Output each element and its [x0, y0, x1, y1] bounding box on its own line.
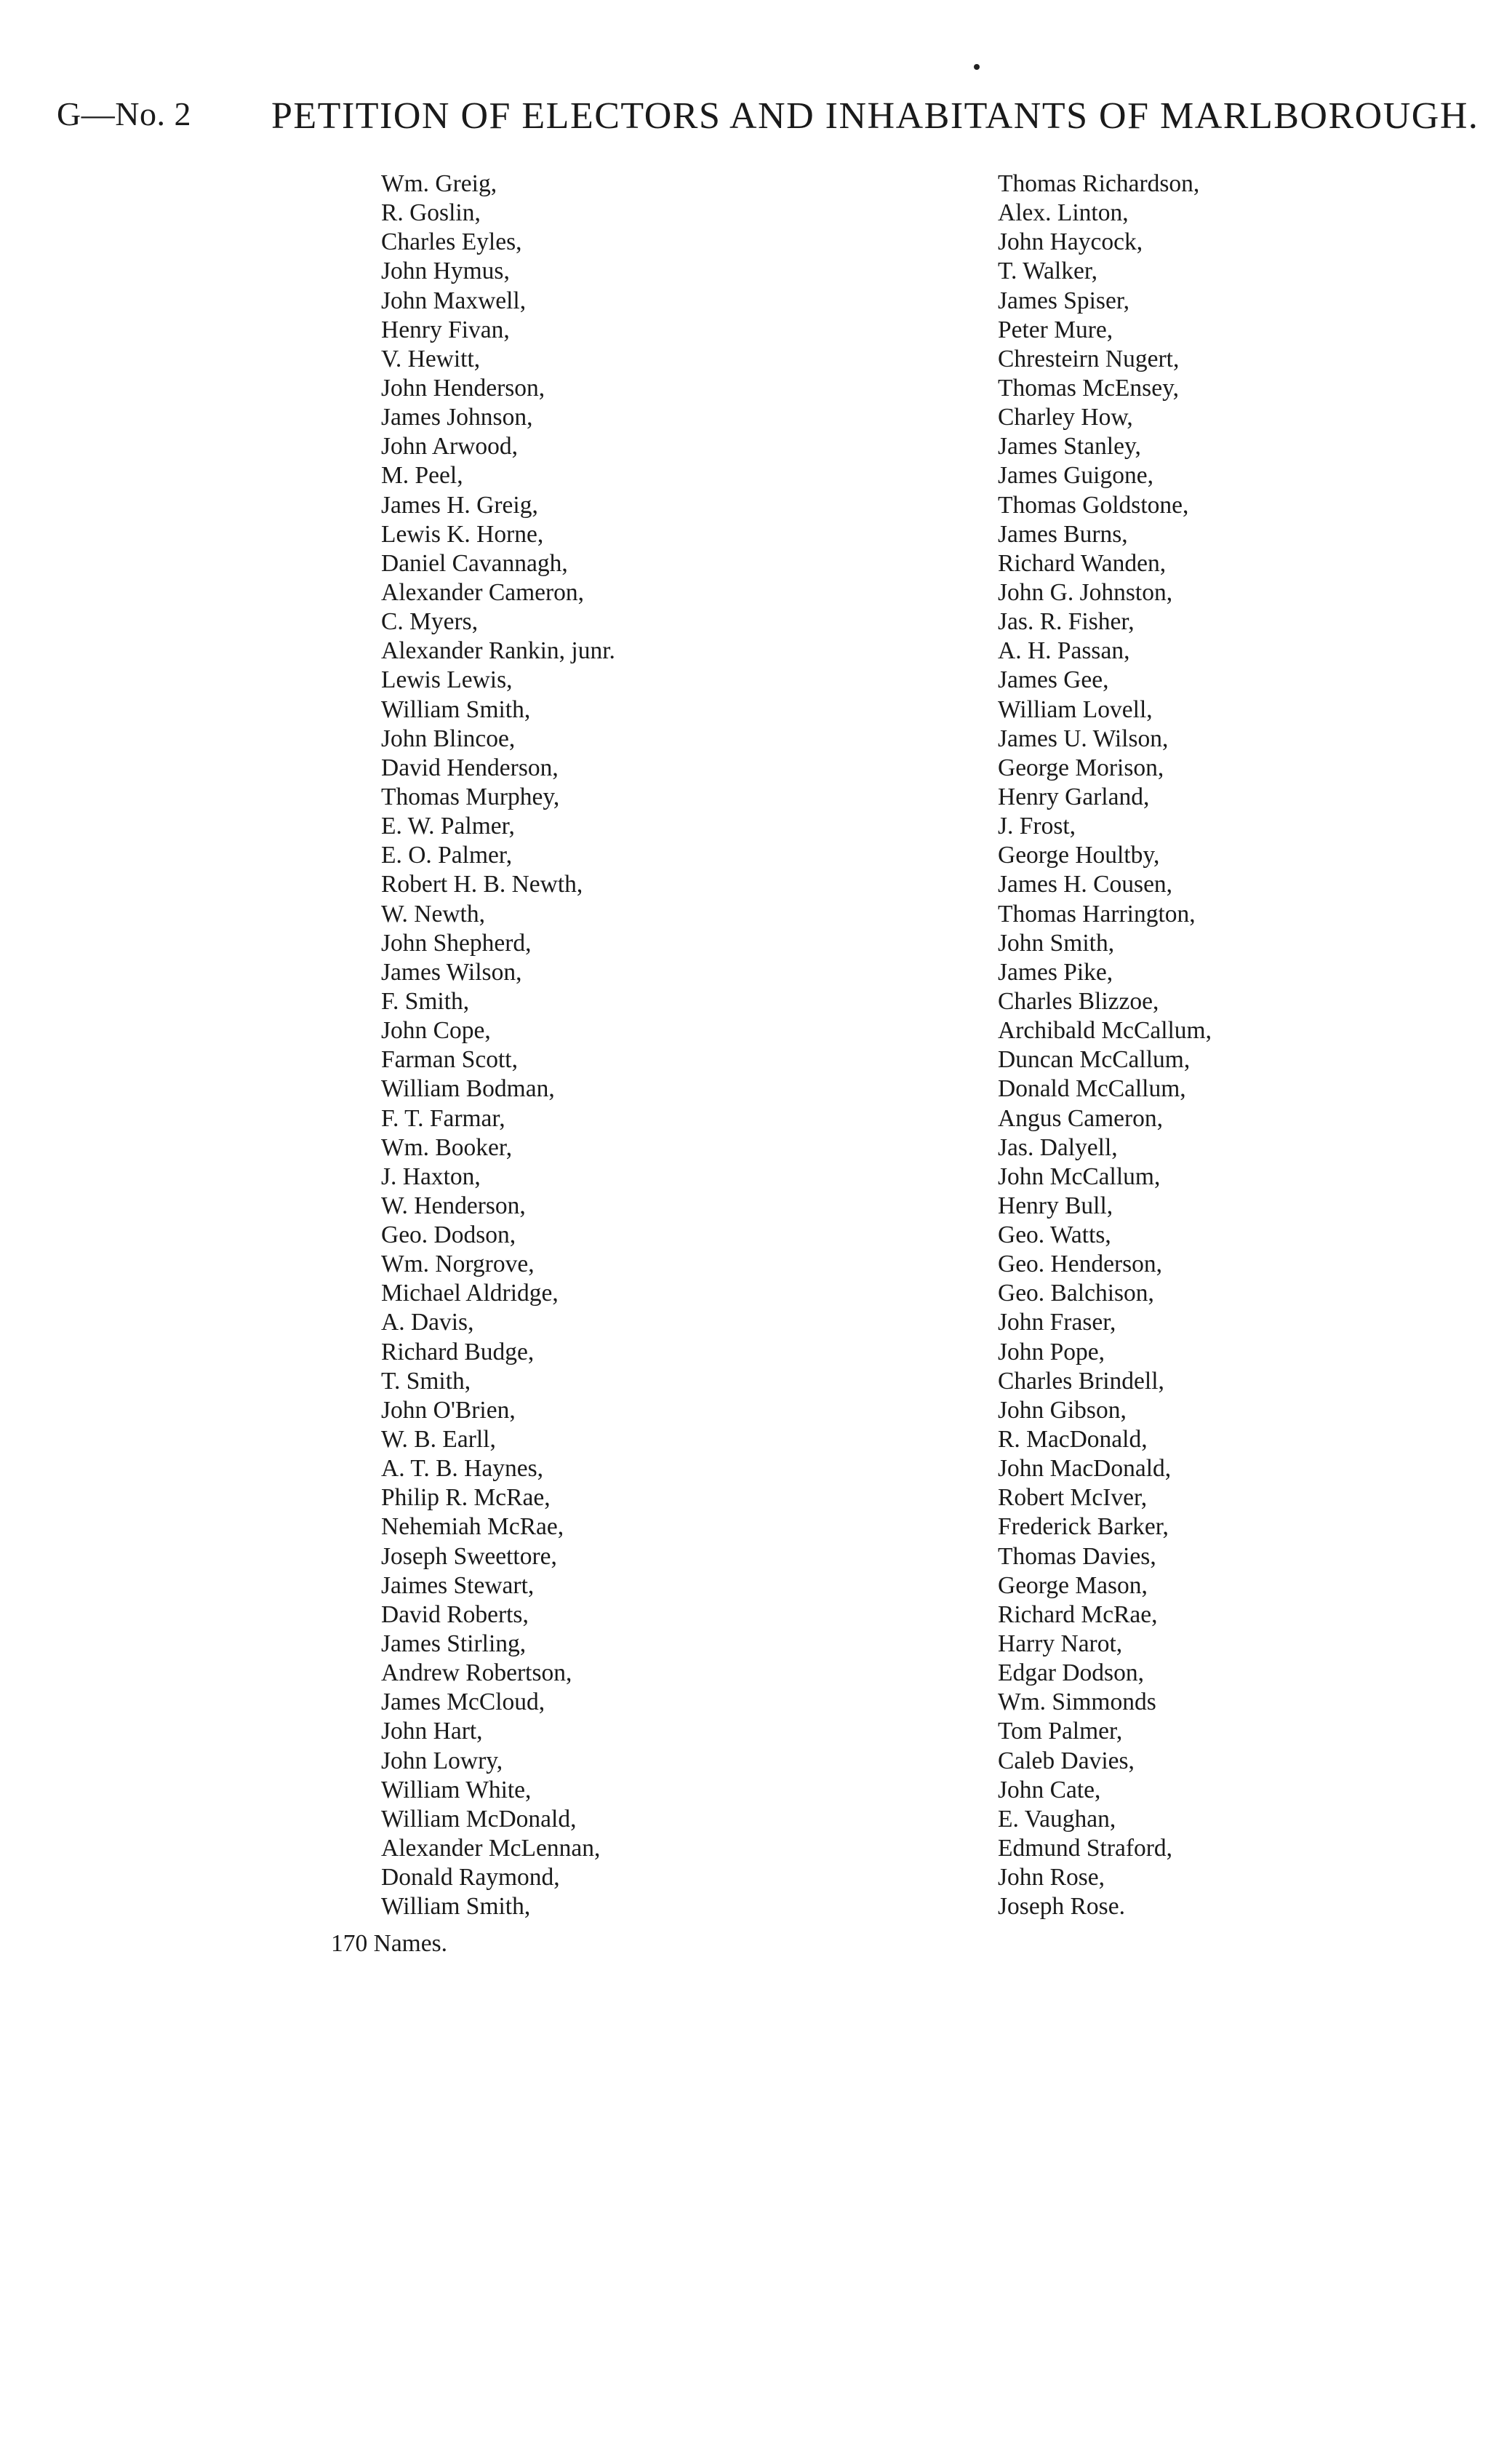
signatory-name: A. T. B. Haynes, — [381, 1455, 544, 1483]
signatory-name: Frederick Barker, — [998, 1513, 1169, 1541]
signatory-name: Robert McIver, — [998, 1484, 1148, 1512]
signatory-name: James Wilson, — [381, 958, 522, 986]
signatory-name: Lewis K. Horne, — [381, 520, 544, 548]
print-speck — [974, 64, 980, 70]
signatory-name: Charles Brindell, — [998, 1367, 1164, 1395]
signatory-name: John Rose, — [998, 1864, 1105, 1891]
signatory-name: M. Peel, — [381, 462, 463, 490]
signatory-name: Charles Blizzoe, — [998, 987, 1159, 1015]
signatory-name: Thomas Richardson, — [998, 170, 1200, 197]
signatory-name: James Stirling, — [381, 1630, 527, 1658]
signatory-name: William Lovell, — [998, 695, 1153, 723]
signatory-name: Alexander Cameron, — [381, 578, 585, 606]
signatory-name: Thomas Goldstone, — [998, 491, 1189, 519]
signatory-name: Jas. Dalyell, — [998, 1133, 1118, 1161]
signatory-name: John Lowry, — [381, 1747, 503, 1774]
signatory-name: Thomas McEnsey, — [998, 374, 1180, 402]
signatory-name: Nehemiah McRae, — [381, 1513, 564, 1541]
signatory-name: E. W. Palmer, — [381, 813, 515, 840]
signatory-name: James Spiser, — [998, 287, 1130, 314]
signatory-name: F. Smith, — [381, 987, 470, 1015]
signatory-name: F. T. Farmar, — [381, 1104, 505, 1132]
signatory-name: Jaimes Stewart, — [381, 1571, 535, 1599]
signatory-name: John Hart, — [381, 1718, 483, 1745]
signatory-name: John Henderson, — [381, 374, 545, 402]
signatory-name: Peter Mure, — [998, 316, 1113, 343]
signatory-name: Wm. Norgrove, — [381, 1251, 535, 1278]
signatory-name: W. Newth, — [381, 900, 485, 928]
signatory-name: Wm. Greig, — [381, 170, 497, 197]
signatory-name: Geo. Dodson, — [381, 1221, 516, 1249]
signatory-name: William McDonald, — [381, 1805, 577, 1833]
signatory-name: Edmund Straford, — [998, 1835, 1173, 1862]
signatory-name: Richard McRae, — [998, 1600, 1158, 1628]
signatory-name: John Blincoe, — [381, 725, 516, 752]
signatory-name: James Gee, — [998, 666, 1109, 694]
signatory-name: Angus Cameron, — [998, 1104, 1164, 1132]
signatory-name: Donald Raymond, — [381, 1864, 560, 1891]
signatory-name: Archibald McCallum, — [998, 1017, 1212, 1045]
signatory-name: Charles Eyles, — [381, 228, 522, 256]
signatory-name: John Shepherd, — [381, 929, 532, 957]
signatory-name: John Arwood, — [381, 433, 518, 461]
signatory-name: V. Hewitt, — [381, 345, 481, 372]
signatures-left-column — [381, 170, 615, 1921]
signatory-name: William Bodman, — [381, 1075, 555, 1103]
signatory-name: Richard Budge, — [381, 1338, 535, 1365]
signatory-name: John Maxwell, — [381, 287, 527, 314]
signatory-name: John G. Johnston, — [998, 578, 1173, 606]
signatory-name: William Smith, — [381, 1893, 531, 1921]
signatory-name: Andrew Robertson, — [381, 1659, 572, 1687]
signatory-name: John Haycock, — [998, 228, 1143, 256]
signatory-name: Wm. Simmonds — [998, 1689, 1156, 1716]
signatory-name: Edgar Dodson, — [998, 1659, 1144, 1687]
document-reference: G—No. 2 — [57, 95, 191, 132]
signatory-name: James H. Cousen, — [998, 871, 1173, 898]
signatory-name: John Pope, — [998, 1338, 1105, 1365]
signatory-name: Henry Bull, — [998, 1192, 1113, 1219]
signatory-name: T. Walker, — [998, 258, 1098, 285]
names-total: 170 Names. — [331, 1930, 448, 1957]
signatory-name: John Fraser, — [998, 1309, 1116, 1336]
signatory-name: James Pike, — [998, 958, 1113, 986]
signatory-name: J. Haxton, — [381, 1163, 481, 1190]
signatory-name: John Cate, — [998, 1776, 1101, 1803]
signatory-name: Joseph Rose. — [998, 1893, 1125, 1921]
signatory-name: George Mason, — [998, 1571, 1148, 1599]
signatory-name: Thomas Harrington, — [998, 900, 1196, 928]
signatory-name: John O'Brien, — [381, 1396, 516, 1424]
signatory-name: J. Frost, — [998, 813, 1076, 840]
signatory-name: Alexander McLennan, — [381, 1835, 601, 1862]
signatures-right-column — [998, 170, 1212, 1921]
signatory-name: Tom Palmer, — [998, 1718, 1123, 1745]
signatory-name: A. Davis, — [381, 1309, 474, 1336]
signatory-name: Henry Fivan, — [381, 316, 510, 343]
page-title: PETITION OF ELECTORS AND INHABITANTS OF MARLBOROUGH. — [271, 95, 1479, 137]
signatory-name: George Houltby, — [998, 842, 1160, 869]
signatory-name: T. Smith, — [381, 1367, 471, 1395]
signatory-name: A. H. Passan, — [998, 637, 1130, 665]
signatory-name: George Morison, — [998, 754, 1164, 781]
signatory-name: William Smith, — [381, 695, 531, 723]
signatory-name: James Guigone, — [998, 462, 1153, 490]
signatory-name: James Stanley, — [998, 433, 1141, 461]
signatory-name: Geo. Henderson, — [998, 1251, 1163, 1278]
page-header — [57, 95, 1479, 145]
signatory-name: Philip R. McRae, — [381, 1484, 551, 1512]
signatory-name: Duncan McCallum, — [998, 1046, 1191, 1074]
signatory-name: Joseph Sweettore, — [381, 1542, 557, 1570]
signatory-name: Harry Narot, — [998, 1630, 1123, 1658]
signatory-name: Geo. Balchison, — [998, 1280, 1154, 1307]
signatory-name: Chresteirn Nugert, — [998, 345, 1180, 372]
signatory-name: John MacDonald, — [998, 1455, 1172, 1483]
signatory-name: Daniel Cavannagh, — [381, 549, 568, 577]
signatory-name: David Roberts, — [381, 1600, 529, 1628]
signatory-name: C. Myers, — [381, 608, 479, 636]
signatory-name: Henry Garland, — [998, 783, 1150, 810]
signatory-name: E. O. Palmer, — [381, 842, 513, 869]
signatory-name: W. B. Earll, — [381, 1426, 496, 1454]
signatory-name: James H. Greig, — [381, 491, 538, 519]
signatory-name: John Cope, — [381, 1017, 491, 1045]
signatory-name: Richard Wanden, — [998, 549, 1167, 577]
signatory-name: James Burns, — [998, 520, 1128, 548]
signatory-name: John Hymus, — [381, 258, 510, 285]
signatory-name: James Johnson, — [381, 404, 533, 431]
signatory-name: John Smith, — [998, 929, 1115, 957]
signatory-name: W. Henderson, — [381, 1192, 526, 1219]
signatory-name: Donald McCallum, — [998, 1075, 1186, 1103]
signatory-name: Caleb Davies, — [998, 1747, 1135, 1774]
signatory-name: Michael Aldridge, — [381, 1280, 559, 1307]
signatory-name: John Gibson, — [998, 1396, 1127, 1424]
signatory-name: James McCloud, — [381, 1689, 545, 1716]
signatory-name: David Henderson, — [381, 754, 559, 781]
signatory-name: R. Goslin, — [381, 199, 481, 227]
signatory-name: James U. Wilson, — [998, 725, 1169, 752]
signatory-name: R. MacDonald, — [998, 1426, 1148, 1454]
signatory-name: William White, — [381, 1776, 532, 1803]
signatory-name: Geo. Watts, — [998, 1221, 1111, 1249]
signatory-name: Alexander Rankin, junr. — [381, 637, 615, 665]
signatory-name: Thomas Davies, — [998, 1542, 1156, 1570]
signatory-name: Robert H. B. Newth, — [381, 871, 583, 898]
signatory-name: Lewis Lewis, — [381, 666, 513, 694]
signatory-name: Alex. Linton, — [998, 199, 1129, 227]
signatory-name: Wm. Booker, — [381, 1133, 513, 1161]
signatory-name: E. Vaughan, — [998, 1805, 1116, 1833]
signatory-name: Farman Scott, — [381, 1046, 518, 1074]
signatory-name: Thomas Murphey, — [381, 783, 560, 810]
signatory-name: John McCallum, — [998, 1163, 1161, 1190]
signatory-name: Charley How, — [998, 404, 1133, 431]
signatory-name: Jas. R. Fisher, — [998, 608, 1135, 636]
